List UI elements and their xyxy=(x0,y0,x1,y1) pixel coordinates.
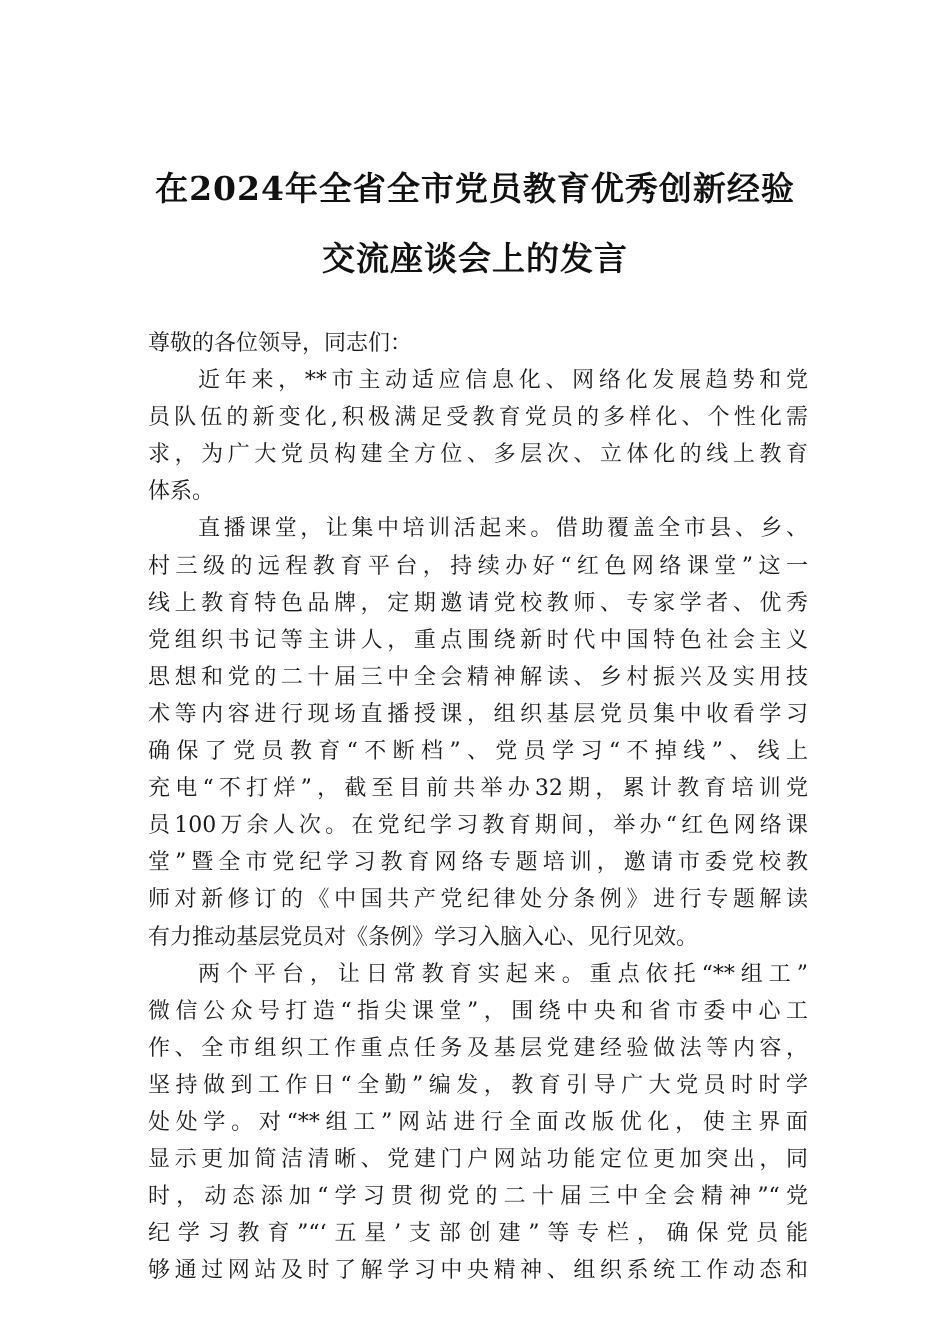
body-text-line: 线上教育特色品牌，定期邀请党校教师、专家学者、优秀 xyxy=(148,590,808,616)
body-text-line: 两个平台，让日常教育实起来。重点依托“**组工” xyxy=(198,961,808,987)
body-text-line: 微信公众号打造“指尖课堂”，围绕中央和省市委中心工 xyxy=(148,998,808,1024)
body-text-line: 时，动态添加“学习贯彻党的二十届三中全会精神”“党 xyxy=(148,1184,808,1210)
body-text-line: 党组织书记等主讲人，重点围绕新时代中国特色社会主义 xyxy=(148,627,808,653)
body-text-line: 村三级的远程教育平台，持续办好“红色网络课堂”这一 xyxy=(148,553,808,579)
document-title-line-1: 在2024年全省全市党员教育优秀创新经验 xyxy=(155,169,795,208)
document-title-line-2: 交流座谈会上的发言 xyxy=(322,239,628,278)
body-text-line: 纪学习教育”“‘五星’支部创建”等专栏，确保党员能 xyxy=(148,1221,808,1247)
body-text-line: 术等内容进行现场直播授课，组织基层党员集中收看学习 xyxy=(148,701,808,727)
document-body xyxy=(148,325,808,1289)
body-text-line: 处处学。对“**组工”网站进行全面改版优化，使主界面 xyxy=(148,1109,808,1135)
body-text-line: 作、全市组织工作重点任务及基层党建经验做法等内容， xyxy=(148,1035,808,1061)
body-text-line: 师对新修订的《中国共产党纪律处分条例》进行专题解读 xyxy=(148,887,808,913)
body-text-line: 够通过网站及时了解学习中央精神、组织系统工作动态和 xyxy=(148,1258,808,1284)
body-text-line: 直播课堂，让集中培训活起来。借助覆盖全市县、乡、 xyxy=(198,516,808,542)
body-text-line: 确保了党员教育“不断档”、党员学习“不掉线”、线上 xyxy=(148,739,808,765)
body-text-line: 近年来，**市主动适应信息化、网络化发展趋势和党 xyxy=(198,368,808,394)
body-text-line: 体系。 xyxy=(148,479,215,505)
body-text-line: 尊敬的各位领导，同志们： xyxy=(148,331,413,356)
body-text-line: 员队伍的新变化,积极满足受教育党员的多样化、个性化需 xyxy=(148,405,808,431)
body-text-line: 显示更加简洁清晰、党建门户网站功能定位更加突出，同 xyxy=(148,1147,808,1173)
body-text-line: 有力推动基层党员对《条例》学习入脑入心、见行见效。 xyxy=(148,924,699,950)
body-text-line: 员100万余人次。在党纪学习教育期间，举办“红色网络课 xyxy=(148,813,808,839)
body-text-line: 充电“不打烊”，截至目前共举办32期，累计教育培训党 xyxy=(148,776,808,802)
body-text-line: 坚持做到工作日“全勤”编发，教育引导广大党员时时学 xyxy=(148,1072,808,1098)
body-text-line: 求，为广大党员构建全方位、多层次、立体化的线上教育 xyxy=(148,442,808,468)
body-text-line: 思想和党的二十届三中全会精神解读、乡村振兴及实用技 xyxy=(148,664,808,690)
body-text-line: 堂”暨全市党纪学习教育网络专题培训，邀请市委党校教 xyxy=(148,850,808,876)
